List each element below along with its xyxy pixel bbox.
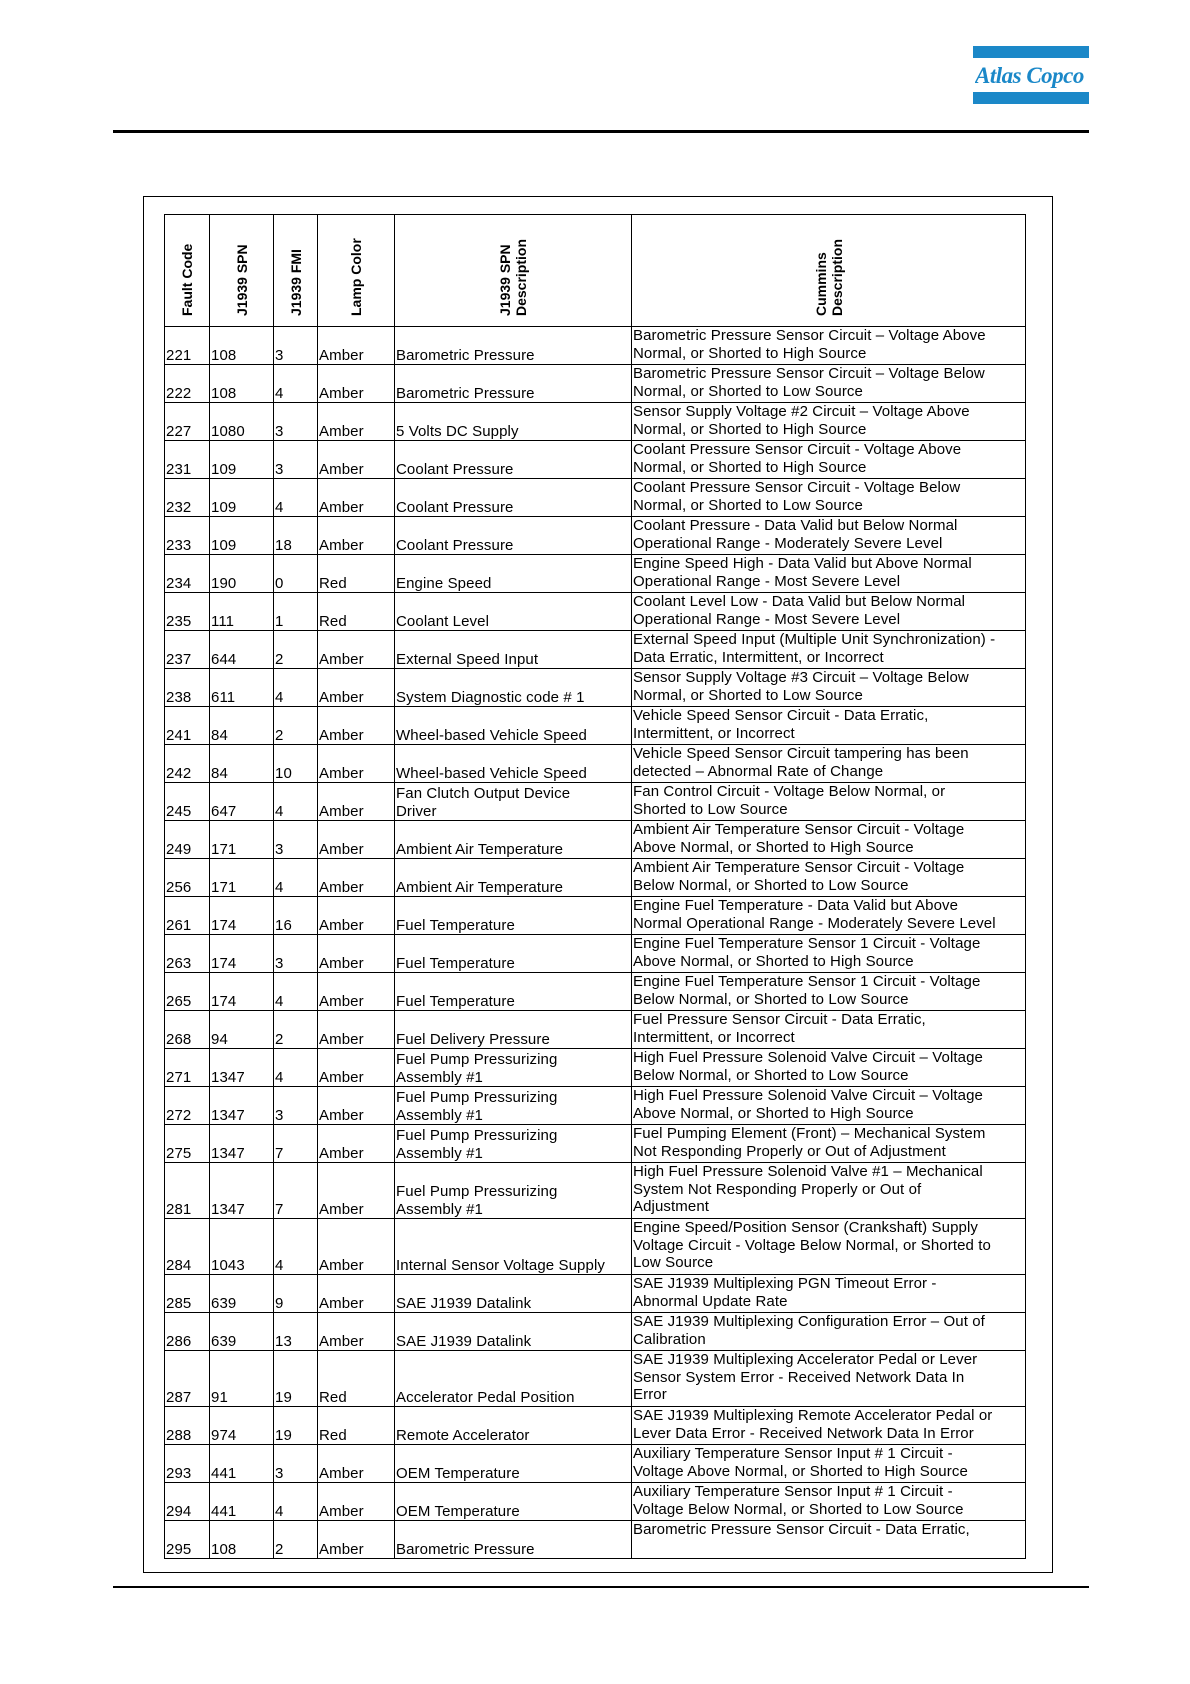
logo-wordmark: Atlas Copco — [975, 63, 1084, 88]
fmi-cell: 3 — [274, 1445, 318, 1483]
spn-cell: 1347 — [210, 1163, 274, 1219]
lamp-color-cell: Amber — [318, 1521, 395, 1559]
fmi-cell: 3 — [274, 821, 318, 859]
spn-description-cell: Barometric Pressure — [395, 327, 632, 365]
fault-code-cell: 265 — [165, 973, 210, 1011]
lamp-color-cell: Red — [318, 1407, 395, 1445]
table-header-row — [165, 215, 1026, 327]
spn-description-cell: Fuel Pump Pressurizing Assembly #1 — [395, 1163, 632, 1219]
spn-cell: 174 — [210, 935, 274, 973]
fault-code-cell: 231 — [165, 441, 210, 479]
cummins-description-cell: SAE J1939 Multiplexing Accelerator Pedal or Lever Sensor System Error - Received Network Data In Error — [632, 1351, 1026, 1407]
table-row — [165, 517, 1026, 555]
spn-cell: 441 — [210, 1483, 274, 1521]
lamp-color-cell: Red — [318, 1351, 395, 1407]
fmi-cell: 0 — [274, 555, 318, 593]
lamp-color-cell: Amber — [318, 1125, 395, 1163]
table-row — [165, 935, 1026, 973]
spn-cell: 1080 — [210, 403, 274, 441]
table-row — [165, 745, 1026, 783]
spn-description-cell: Barometric Pressure — [395, 365, 632, 403]
table-row — [165, 1445, 1026, 1483]
lamp-color-cell: Amber — [318, 1483, 395, 1521]
spn-description-cell: Wheel-based Vehicle Speed — [395, 707, 632, 745]
spn-description-cell: Barometric Pressure — [395, 1521, 632, 1559]
cummins-description-cell: Vehicle Speed Sensor Circuit - Data Erratic, Intermittent, or Incorrect — [632, 707, 1026, 745]
header-fault-code: Fault Code — [165, 215, 210, 327]
spn-cell: 441 — [210, 1445, 274, 1483]
cummins-description-cell: High Fuel Pressure Solenoid Valve Circuit – Voltage Below Normal, or Shorted to Low Source — [632, 1049, 1026, 1087]
spn-description-cell: System Diagnostic code # 1 — [395, 669, 632, 707]
cummins-description-cell: Coolant Pressure - Data Valid but Below Normal Operational Range - Moderately Severe Level — [632, 517, 1026, 555]
fmi-cell: 3 — [274, 441, 318, 479]
spn-cell: 1347 — [210, 1087, 274, 1125]
cummins-description-cell: Fuel Pressure Sensor Circuit - Data Erratic, Intermittent, or Incorrect — [632, 1011, 1026, 1049]
fault-code-cell: 232 — [165, 479, 210, 517]
fmi-cell: 4 — [274, 479, 318, 517]
fmi-cell: 4 — [274, 973, 318, 1011]
cummins-description-cell: Coolant Pressure Sensor Circuit - Voltage Below Normal, or Shorted to Low Source — [632, 479, 1026, 517]
cummins-description-cell: Auxiliary Temperature Sensor Input # 1 Circuit - Voltage Above Normal, or Shorted to High Source — [632, 1445, 1026, 1483]
spn-cell: 647 — [210, 783, 274, 821]
fault-code-cell: 235 — [165, 593, 210, 631]
spn-description-cell: Fuel Pump Pressurizing Assembly #1 — [395, 1125, 632, 1163]
table-row — [165, 441, 1026, 479]
cummins-description-cell: Engine Fuel Temperature Sensor 1 Circuit - Voltage Below Normal, or Shorted to Low Source — [632, 973, 1026, 1011]
cummins-description-cell: Engine Fuel Temperature - Data Valid but Above Normal Operational Range - Moderately Severe Level — [632, 897, 1026, 935]
table-row — [165, 1313, 1026, 1351]
table-row — [165, 669, 1026, 707]
fmi-cell: 3 — [274, 1087, 318, 1125]
spn-description-cell: SAE J1939 Datalink — [395, 1275, 632, 1313]
fault-code-cell: 284 — [165, 1219, 210, 1275]
table-row — [165, 1125, 1026, 1163]
spn-description-cell: Ambient Air Temperature — [395, 859, 632, 897]
table-row — [165, 707, 1026, 745]
cummins-description-cell: Barometric Pressure Sensor Circuit – Voltage Below Normal, or Shorted to Low Source — [632, 365, 1026, 403]
fmi-cell: 3 — [274, 935, 318, 973]
fault-code-cell: 286 — [165, 1313, 210, 1351]
table-row — [165, 555, 1026, 593]
fault-code-cell: 237 — [165, 631, 210, 669]
logo-bottom-bar — [973, 92, 1089, 104]
spn-cell: 108 — [210, 327, 274, 365]
table-row — [165, 1483, 1026, 1521]
table-row — [165, 1049, 1026, 1087]
table-row — [165, 403, 1026, 441]
fmi-cell: 13 — [274, 1313, 318, 1351]
lamp-color-cell: Amber — [318, 745, 395, 783]
lamp-color-cell: Amber — [318, 1087, 395, 1125]
lamp-color-cell: Amber — [318, 403, 395, 441]
table-row — [165, 1011, 1026, 1049]
lamp-color-cell: Amber — [318, 973, 395, 1011]
fmi-cell: 10 — [274, 745, 318, 783]
header-cummins-description: Cummins Description — [632, 215, 1026, 327]
lamp-color-cell: Amber — [318, 1049, 395, 1087]
fault-code-cell: 245 — [165, 783, 210, 821]
cummins-description-cell: SAE J1939 Multiplexing PGN Timeout Error - Abnormal Update Rate — [632, 1275, 1026, 1313]
table-row — [165, 821, 1026, 859]
table-row — [165, 783, 1026, 821]
spn-cell: 639 — [210, 1275, 274, 1313]
header-rule — [113, 130, 1089, 133]
fmi-cell: 4 — [274, 859, 318, 897]
table-row — [165, 365, 1026, 403]
spn-cell: 1043 — [210, 1219, 274, 1275]
fmi-cell: 1 — [274, 593, 318, 631]
cummins-description-cell: Barometric Pressure Sensor Circuit – Voltage Above Normal, or Shorted to High Source — [632, 327, 1026, 365]
fault-code-table — [164, 214, 1026, 1559]
fault-code-cell: 295 — [165, 1521, 210, 1559]
fault-code-cell: 256 — [165, 859, 210, 897]
fmi-cell: 4 — [274, 1483, 318, 1521]
spn-description-cell: Coolant Pressure — [395, 517, 632, 555]
cummins-description-cell: High Fuel Pressure Solenoid Valve Circuit – Voltage Above Normal, or Shorted to High Source — [632, 1087, 1026, 1125]
fault-code-cell: 281 — [165, 1163, 210, 1219]
fault-code-cell: 268 — [165, 1011, 210, 1049]
fault-code-cell: 234 — [165, 555, 210, 593]
header-j1939-fmi: J1939 FMI — [274, 215, 318, 327]
footer-rule — [113, 1586, 1089, 1588]
fmi-cell: 3 — [274, 403, 318, 441]
spn-cell: 190 — [210, 555, 274, 593]
spn-cell: 108 — [210, 365, 274, 403]
spn-cell: 171 — [210, 859, 274, 897]
spn-cell: 174 — [210, 897, 274, 935]
lamp-color-cell: Amber — [318, 365, 395, 403]
cummins-description-cell: Coolant Pressure Sensor Circuit - Voltage Above Normal, or Shorted to High Source — [632, 441, 1026, 479]
spn-description-cell: Fan Clutch Output Device Driver — [395, 783, 632, 821]
table-row — [165, 631, 1026, 669]
spn-cell: 644 — [210, 631, 274, 669]
spn-description-cell: Coolant Pressure — [395, 441, 632, 479]
cummins-description-cell: SAE J1939 Multiplexing Configuration Error – Out of Calibration — [632, 1313, 1026, 1351]
spn-description-cell: Wheel-based Vehicle Speed — [395, 745, 632, 783]
header-lamp-color: Lamp Color — [318, 215, 395, 327]
cummins-description-cell: Auxiliary Temperature Sensor Input # 1 Circuit - Voltage Below Normal, or Shorted to Low Source — [632, 1483, 1026, 1521]
lamp-color-cell: Amber — [318, 707, 395, 745]
cummins-description-cell: Ambient Air Temperature Sensor Circuit - Voltage Below Normal, or Shorted to Low Source — [632, 859, 1026, 897]
spn-cell: 84 — [210, 707, 274, 745]
spn-description-cell: Fuel Pump Pressurizing Assembly #1 — [395, 1049, 632, 1087]
table-row — [165, 1351, 1026, 1407]
fault-code-cell: 227 — [165, 403, 210, 441]
lamp-color-cell: Amber — [318, 327, 395, 365]
table-row — [165, 859, 1026, 897]
fmi-cell: 4 — [274, 1049, 318, 1087]
table-row — [165, 1219, 1026, 1275]
table-row — [165, 1163, 1026, 1219]
fault-code-cell: 288 — [165, 1407, 210, 1445]
lamp-color-cell: Amber — [318, 1219, 395, 1275]
cummins-description-cell: Fuel Pumping Element (Front) – Mechanical System Not Responding Properly or Out of Adjustment — [632, 1125, 1026, 1163]
fault-code-cell: 272 — [165, 1087, 210, 1125]
spn-cell: 84 — [210, 745, 274, 783]
spn-description-cell: Fuel Delivery Pressure — [395, 1011, 632, 1049]
cummins-description-cell: Vehicle Speed Sensor Circuit tampering has been detected – Abnormal Rate of Change — [632, 745, 1026, 783]
fmi-cell: 9 — [274, 1275, 318, 1313]
spn-description-cell: Remote Accelerator — [395, 1407, 632, 1445]
cummins-description-cell: SAE J1939 Multiplexing Remote Accelerator Pedal or Lever Data Error - Received Network Data In Error — [632, 1407, 1026, 1445]
lamp-color-cell: Red — [318, 555, 395, 593]
fault-code-cell: 285 — [165, 1275, 210, 1313]
spn-description-cell: Internal Sensor Voltage Supply — [395, 1219, 632, 1275]
lamp-color-cell: Amber — [318, 1011, 395, 1049]
spn-description-cell: Accelerator Pedal Position — [395, 1351, 632, 1407]
lamp-color-cell: Amber — [318, 631, 395, 669]
cummins-description-cell: Engine Speed High - Data Valid but Above Normal Operational Range - Most Severe Level — [632, 555, 1026, 593]
cummins-description-cell: Engine Speed/Position Sensor (Crankshaft) Supply Voltage Circuit - Voltage Below Normal, or Shorted to Low Source — [632, 1219, 1026, 1275]
fault-code-cell: 221 — [165, 327, 210, 365]
lamp-color-cell: Amber — [318, 821, 395, 859]
fault-code-cell: 238 — [165, 669, 210, 707]
lamp-color-cell: Amber — [318, 783, 395, 821]
cummins-description-cell: Sensor Supply Voltage #3 Circuit – Voltage Below Normal, or Shorted to Low Source — [632, 669, 1026, 707]
cummins-description-cell: Engine Fuel Temperature Sensor 1 Circuit - Voltage Above Normal, or Shorted to High Source — [632, 935, 1026, 973]
lamp-color-cell: Amber — [318, 1313, 395, 1351]
fault-code-cell: 233 — [165, 517, 210, 555]
table-row — [165, 1521, 1026, 1559]
fmi-cell: 18 — [274, 517, 318, 555]
cummins-description-cell: Sensor Supply Voltage #2 Circuit – Voltage Above Normal, or Shorted to High Source — [632, 403, 1026, 441]
fault-code-cell: 271 — [165, 1049, 210, 1087]
spn-description-cell: Fuel Temperature — [395, 897, 632, 935]
spn-cell: 171 — [210, 821, 274, 859]
spn-cell: 91 — [210, 1351, 274, 1407]
table-row — [165, 1407, 1026, 1445]
spn-cell: 639 — [210, 1313, 274, 1351]
fault-code-cell: 249 — [165, 821, 210, 859]
lamp-color-cell: Amber — [318, 935, 395, 973]
spn-description-cell: SAE J1939 Datalink — [395, 1313, 632, 1351]
table-row — [165, 327, 1026, 365]
spn-description-cell: OEM Temperature — [395, 1445, 632, 1483]
cummins-description-cell: External Speed Input (Multiple Unit Synchronization) - Data Erratic, Intermittent, or Incorrect — [632, 631, 1026, 669]
fault-code-cell: 242 — [165, 745, 210, 783]
fault-code-cell: 294 — [165, 1483, 210, 1521]
fmi-cell: 19 — [274, 1351, 318, 1407]
spn-cell: 174 — [210, 973, 274, 1011]
spn-description-cell: OEM Temperature — [395, 1483, 632, 1521]
spn-cell: 974 — [210, 1407, 274, 1445]
fmi-cell: 4 — [274, 783, 318, 821]
lamp-color-cell: Amber — [318, 1445, 395, 1483]
fmi-cell: 3 — [274, 327, 318, 365]
fault-code-cell: 263 — [165, 935, 210, 973]
lamp-color-cell: Amber — [318, 517, 395, 555]
spn-description-cell: Fuel Temperature — [395, 935, 632, 973]
fmi-cell: 2 — [274, 707, 318, 745]
lamp-color-cell: Amber — [318, 479, 395, 517]
spn-cell: 94 — [210, 1011, 274, 1049]
lamp-color-cell: Amber — [318, 669, 395, 707]
table-row — [165, 593, 1026, 631]
fault-code-cell: 275 — [165, 1125, 210, 1163]
fmi-cell: 4 — [274, 1219, 318, 1275]
spn-cell: 111 — [210, 593, 274, 631]
spn-description-cell: Coolant Pressure — [395, 479, 632, 517]
fmi-cell: 4 — [274, 669, 318, 707]
spn-cell: 109 — [210, 441, 274, 479]
spn-cell: 1347 — [210, 1125, 274, 1163]
atlas-copco-logo — [973, 46, 1089, 104]
fmi-cell: 2 — [274, 1011, 318, 1049]
fmi-cell: 4 — [274, 365, 318, 403]
lamp-color-cell: Amber — [318, 897, 395, 935]
lamp-color-cell: Amber — [318, 1163, 395, 1219]
header-j1939-spn: J1939 SPN — [210, 215, 274, 327]
fault-code-cell: 241 — [165, 707, 210, 745]
table-row — [165, 479, 1026, 517]
spn-cell: 1347 — [210, 1049, 274, 1087]
header-j1939-spn-description: J1939 SPN Description — [395, 215, 632, 327]
lamp-color-cell: Amber — [318, 1275, 395, 1313]
table-row — [165, 973, 1026, 1011]
table-row — [165, 1087, 1026, 1125]
cummins-description-cell: Ambient Air Temperature Sensor Circuit - Voltage Above Normal, or Shorted to High Source — [632, 821, 1026, 859]
spn-description-cell: Ambient Air Temperature — [395, 821, 632, 859]
spn-cell: 109 — [210, 479, 274, 517]
spn-description-cell: Engine Speed — [395, 555, 632, 593]
cummins-description-cell: Fan Control Circuit - Voltage Below Normal, or Shorted to Low Source — [632, 783, 1026, 821]
cummins-description-cell: High Fuel Pressure Solenoid Valve #1 – Mechanical System Not Responding Properly or Out of Adjustment — [632, 1163, 1026, 1219]
fault-code-cell: 261 — [165, 897, 210, 935]
cummins-description-cell: Barometric Pressure Sensor Circuit - Data Erratic, — [632, 1521, 1026, 1559]
fmi-cell: 7 — [274, 1125, 318, 1163]
fault-code-cell: 287 — [165, 1351, 210, 1407]
cummins-description-cell: Coolant Level Low - Data Valid but Below Normal Operational Range - Most Severe Level — [632, 593, 1026, 631]
fault-code-cell: 222 — [165, 365, 210, 403]
spn-cell: 611 — [210, 669, 274, 707]
fmi-cell: 16 — [274, 897, 318, 935]
spn-description-cell: 5 Volts DC Supply — [395, 403, 632, 441]
fmi-cell: 2 — [274, 631, 318, 669]
fmi-cell: 19 — [274, 1407, 318, 1445]
spn-description-cell: External Speed Input — [395, 631, 632, 669]
spn-description-cell: Fuel Temperature — [395, 973, 632, 1011]
table-row — [165, 1275, 1026, 1313]
spn-description-cell: Coolant Level — [395, 593, 632, 631]
lamp-color-cell: Red — [318, 593, 395, 631]
logo-top-bar — [973, 46, 1089, 58]
lamp-color-cell: Amber — [318, 441, 395, 479]
table-row — [165, 897, 1026, 935]
spn-cell: 108 — [210, 1521, 274, 1559]
spn-description-cell: Fuel Pump Pressurizing Assembly #1 — [395, 1087, 632, 1125]
fmi-cell: 7 — [274, 1163, 318, 1219]
lamp-color-cell: Amber — [318, 859, 395, 897]
spn-cell: 109 — [210, 517, 274, 555]
fmi-cell: 2 — [274, 1521, 318, 1559]
fault-code-cell: 293 — [165, 1445, 210, 1483]
